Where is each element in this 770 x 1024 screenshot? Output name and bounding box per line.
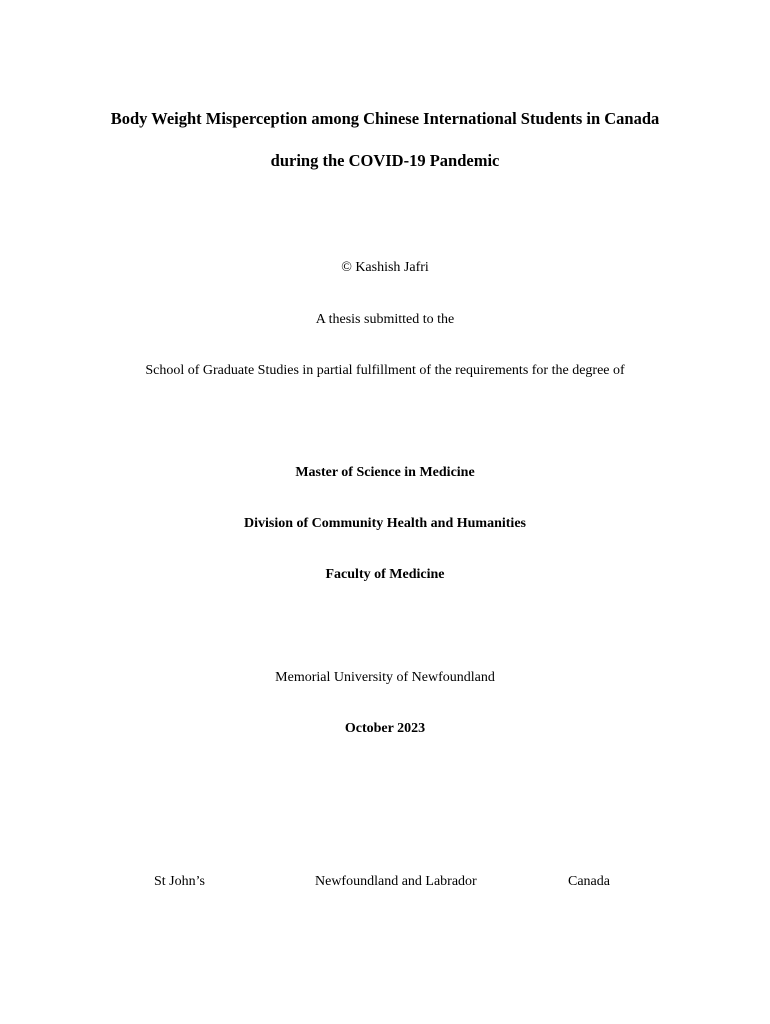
- submission-date: October 2023: [344, 721, 426, 736]
- thesis-title-line-2: during the COVID-19 Pandemic: [270, 151, 500, 170]
- submission-line-2: School of Graduate Studies in partial fulfillment of the requirements for the degree of: [145, 363, 625, 378]
- author-copyright: © Kashish Jafri: [341, 260, 429, 275]
- university-name: Memorial University of Newfoundland: [275, 670, 495, 685]
- degree-name: Master of Science in Medicine: [295, 465, 475, 480]
- location-city: St John’s: [154, 874, 205, 889]
- submission-line-1: A thesis submitted to the: [315, 312, 455, 327]
- thesis-title-line-1: Body Weight Misperception among Chinese International Students in Canada: [110, 109, 660, 128]
- division-name: Division of Community Health and Humanities: [244, 516, 526, 531]
- location-country: Canada: [568, 874, 610, 889]
- location-province: Newfoundland and Labrador: [315, 874, 477, 889]
- faculty-name: Faculty of Medicine: [325, 567, 445, 582]
- location-row: [0, 872, 770, 892]
